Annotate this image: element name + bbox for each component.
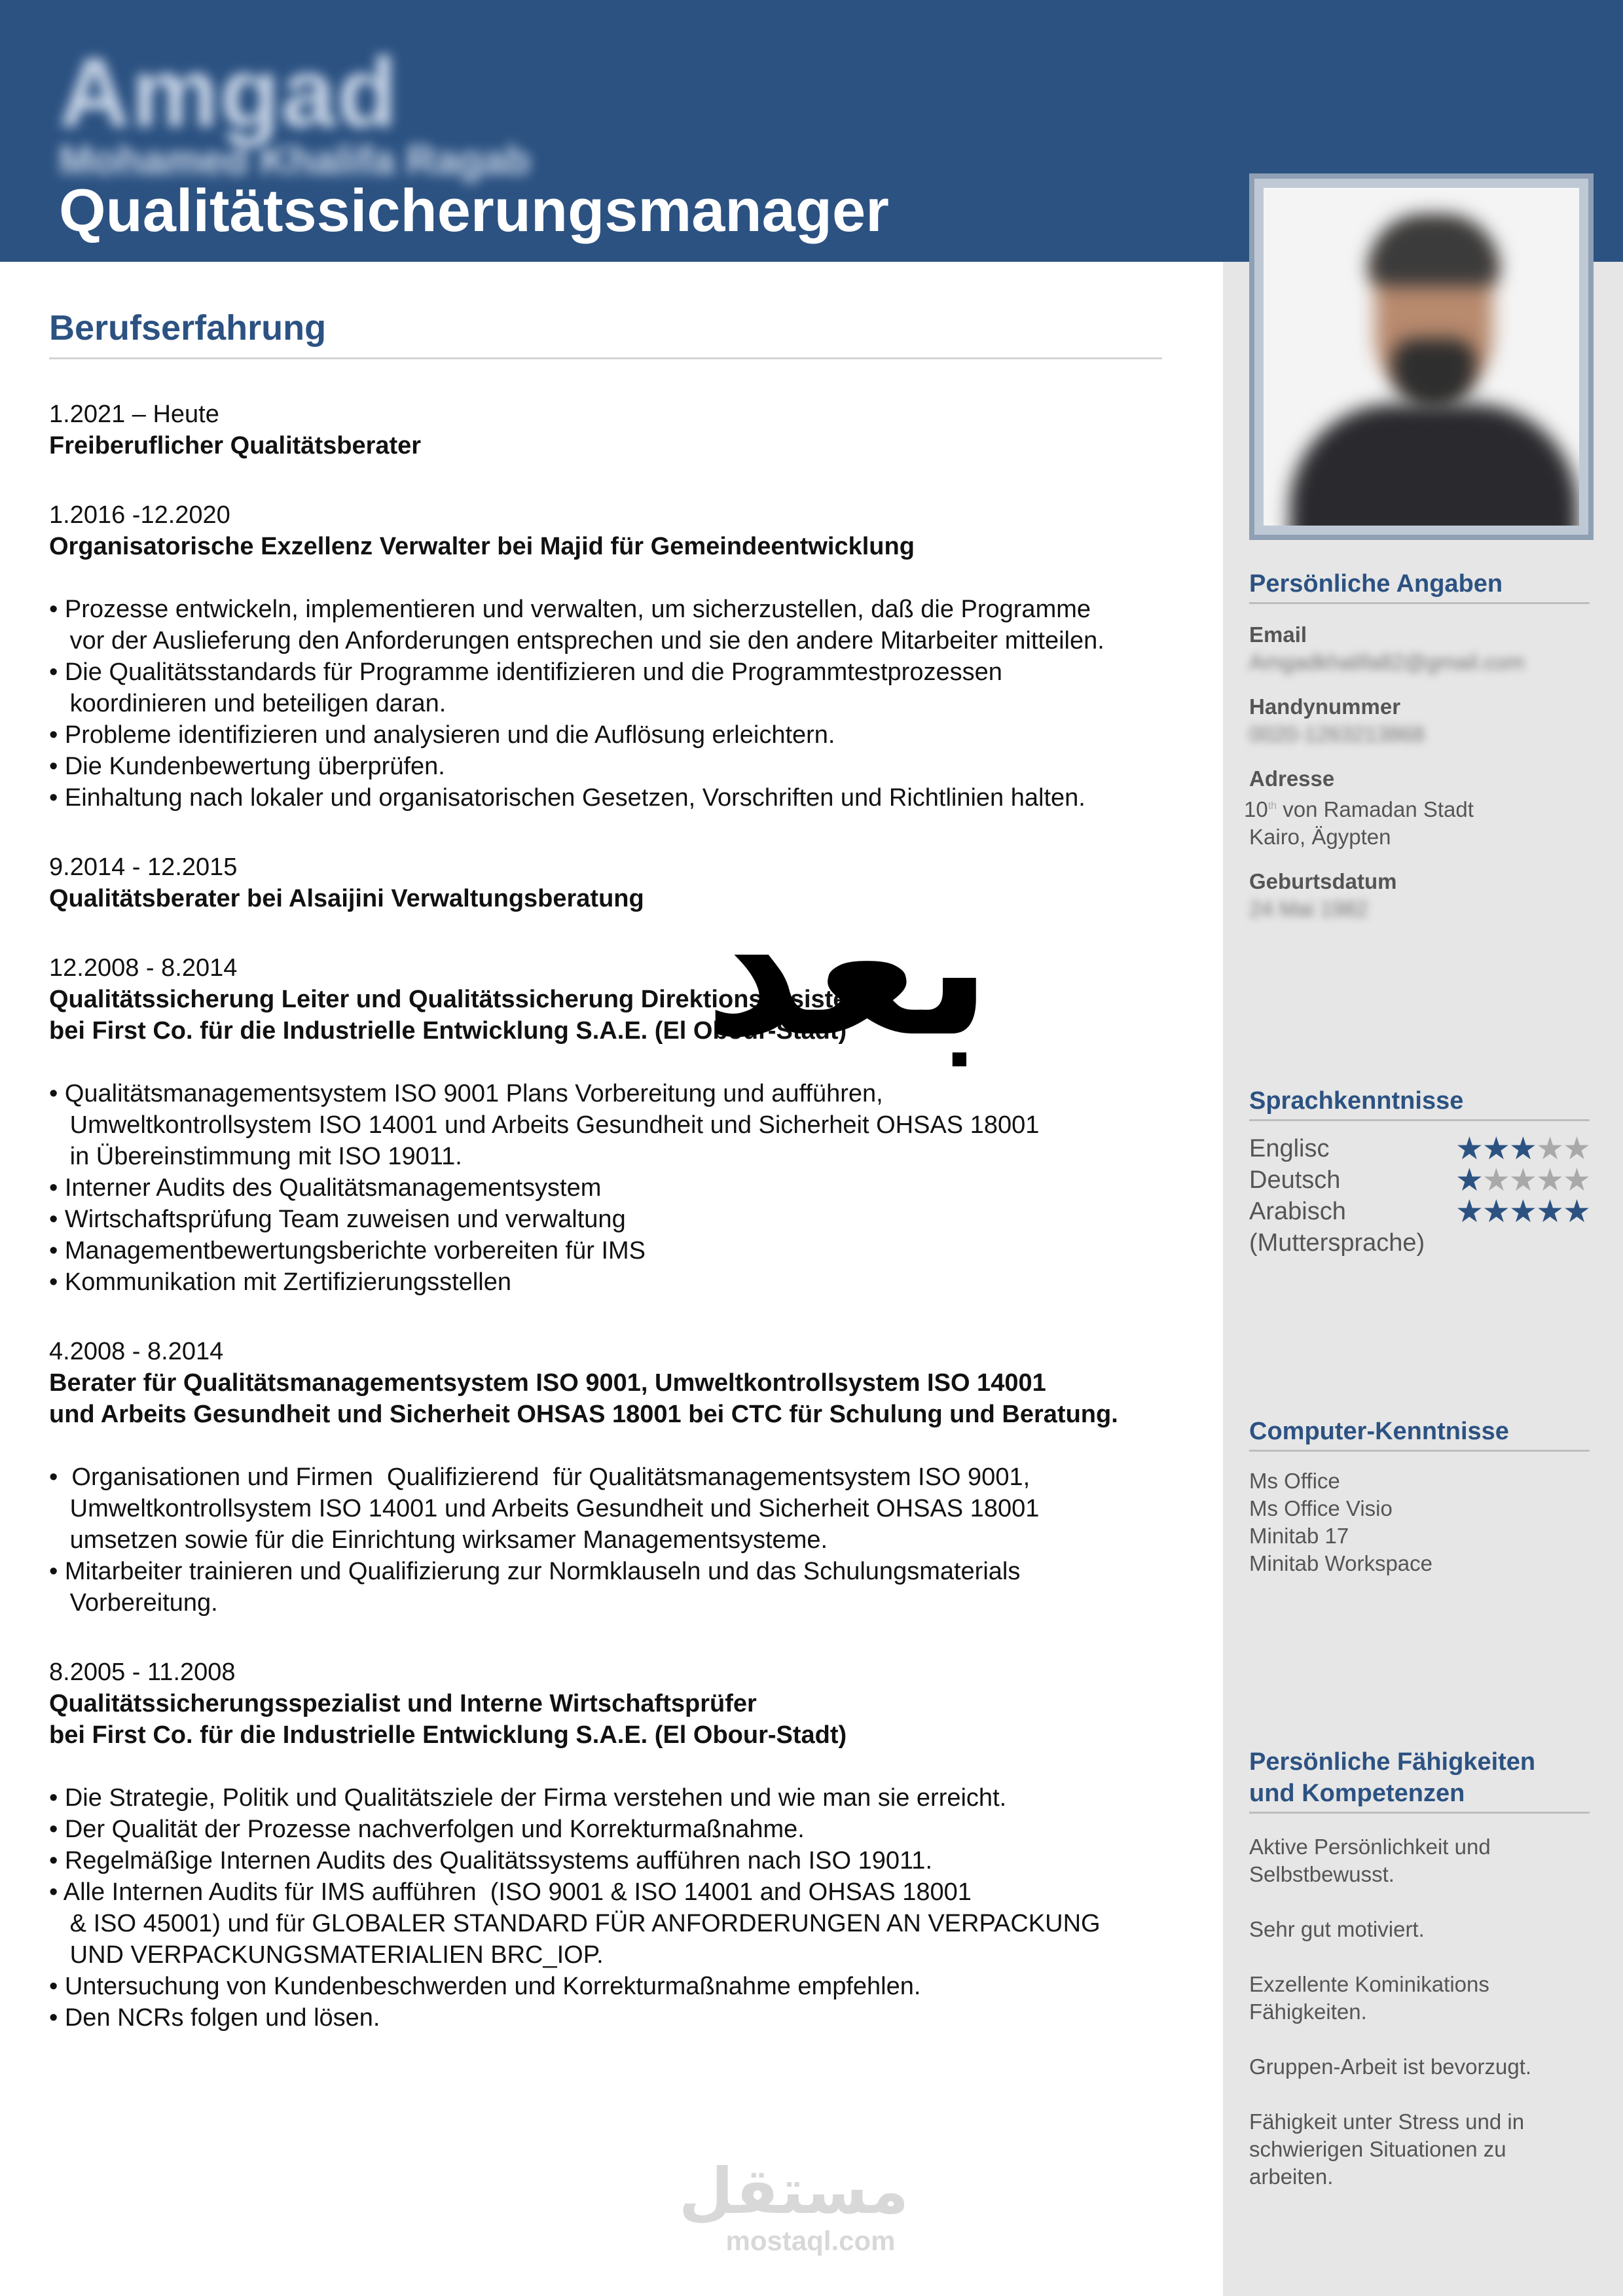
job-date: 8.2005 - 11.2008 xyxy=(49,1659,236,1686)
experience-section xyxy=(49,308,1188,2034)
mother-tongue-note: (Muttersprache) xyxy=(1249,1229,1425,1257)
computer-skill-item: Minitab Workspace xyxy=(1249,1551,1433,1575)
job-list xyxy=(49,399,1188,2034)
job-bullets: • Die Strategie, Politik und Qualitätsziele der Firma verstehen und wie man sie erreicht. • Der Qualität der Prozesse nachverfolgen und Korrekturmaßnahme. • Regelmäßige Internen Audits des Qualitätssystems aufführen nach ISO 19011. • Alle Internen Audits für IMS aufführen (ISO 9001 & ISO 14001 and OHSAS 18001 & ISO 45001) und für GLOBALER STANDARD FÜR ANFORDERUNGEN AN VERPACKUNG UND VERPACKUNGSMATERIALIEN BRC_IOP. • Untersuchung von Kundenbeschwerden und Korrekturmaßnahme empfehlen. • Den NCRs folgen und lösen. xyxy=(49,1784,1101,2032)
personal-skill-list xyxy=(1249,1833,1590,2191)
address-sup: th xyxy=(1267,800,1277,812)
email-label: Email xyxy=(1249,622,1307,647)
section-divider xyxy=(1249,1812,1590,1814)
star-empty-icon: ★ xyxy=(1562,1130,1590,1167)
star-filled-icon: ★ xyxy=(1455,1162,1482,1198)
job-title-text: Freiberuflicher Qualitätsberater xyxy=(49,432,422,459)
section-divider xyxy=(49,357,1162,359)
job-entry xyxy=(49,399,1188,461)
watermark-latin: mostaql.com xyxy=(725,2225,896,2256)
language-note xyxy=(1249,1227,1590,1259)
language-item xyxy=(1249,1193,1590,1230)
watermark xyxy=(678,2155,909,2257)
section-divider xyxy=(1249,1450,1590,1452)
section-title-experience: Berufserfahrung xyxy=(49,308,327,348)
job-date: 12.2008 - 8.2014 xyxy=(49,954,238,982)
job-title: Qualitätssicherungsmanager xyxy=(59,177,889,244)
language-name: Englisc xyxy=(1249,1135,1330,1162)
star-empty-icon: ★ xyxy=(1482,1162,1509,1198)
job-entry xyxy=(49,1336,1188,1619)
email-value: Amgadkhalifa82@gmail.com xyxy=(1249,650,1525,674)
star-filled-icon: ★ xyxy=(1482,1193,1509,1230)
computer-skill-item: Ms Office xyxy=(1249,1469,1340,1493)
birthdate-value: 24 Mai 1982 xyxy=(1249,897,1368,921)
candidate-first-name: Amgad xyxy=(59,37,399,147)
language-item xyxy=(1249,1130,1590,1167)
computer-skill-item: Ms Office Visio xyxy=(1249,1496,1393,1520)
job-entry xyxy=(49,852,1188,914)
job-entry xyxy=(49,499,1188,814)
section-title-languages: Sprachkenntnisse xyxy=(1249,1087,1464,1115)
languages-section xyxy=(1249,1085,1590,1259)
phone-label: Handynummer xyxy=(1249,694,1401,719)
job-title-text: Qualitätssicherung Leiter und Qualitätssicherung Direktionsassistent bei First Co. für die Industrielle Entwicklung S.A.E. (El Obour-Stadt) xyxy=(49,986,871,1045)
computer-skills-section xyxy=(1249,1416,1590,1577)
birthdate-label: Geburtsdatum xyxy=(1249,869,1397,893)
star-filled-icon: ★ xyxy=(1455,1130,1482,1167)
address-line-1 xyxy=(1244,793,1590,823)
personal-skill-item: Aktive Persönlichkeit und Selbstbewusst. xyxy=(1249,1835,1491,1886)
job-date: 4.2008 - 8.2014 xyxy=(49,1338,224,1365)
photo-blurred-portrait xyxy=(1264,188,1579,526)
personal-skill-item: Fähigkeit unter Stress und in schwierigen Situationen zu arbeiten. xyxy=(1249,2109,1525,2189)
star-empty-icon: ★ xyxy=(1535,1130,1563,1167)
job-entry xyxy=(49,1657,1188,2034)
profile-photo xyxy=(1249,173,1594,540)
star-filled-icon: ★ xyxy=(1482,1130,1509,1167)
address-number: 10 xyxy=(1244,797,1268,821)
address-label: Adresse xyxy=(1249,766,1335,791)
job-title-text: Berater für Qualitätsmanagementsystem ISO 9001, Umweltkontrollsystem ISO 14001 und Arbeits Gesundheit und Sicherheit OHSAS 18001 bei CTC für Schulung und Beratung. xyxy=(49,1369,1118,1428)
job-bullets: • Organisationen und Firmen Qualifizierend für Qualitätsmanagementsystem ISO 9001, Umweltkontrollsystem ISO 14001 und Arbeits Gesundheit und Sicherheit OHSAS 18001 umsetzen sowie für die Einrichtung wirksamer Managementsysteme. • Mitarbeiter trainieren und Qualifizierung zur Normklauseln und das Schulungsmaterials Vorbereitung. xyxy=(49,1463,1040,1617)
photo-shape-hair xyxy=(1368,214,1499,286)
star-filled-icon: ★ xyxy=(1455,1193,1482,1230)
language-list xyxy=(1249,1130,1590,1230)
arabic-overlay-text: بعد xyxy=(704,858,993,1079)
star-empty-icon: ★ xyxy=(1535,1162,1563,1198)
computer-skill-item: Minitab 17 xyxy=(1249,1524,1349,1548)
language-rating xyxy=(1455,1130,1590,1167)
star-filled-icon: ★ xyxy=(1562,1193,1590,1230)
personal-skill-item: Exzellente Kominikations Fähigkeiten. xyxy=(1249,1972,1489,2024)
personal-info-section xyxy=(1244,568,1590,923)
language-item xyxy=(1249,1164,1590,1196)
phone-value: 0020-1263213868 xyxy=(1249,722,1425,746)
address-street: von Ramadan Stadt xyxy=(1277,797,1474,821)
job-date: 9.2014 - 12.2015 xyxy=(49,853,238,881)
job-bullets: • Qualitätsmanagementsystem ISO 9001 Plans Vorbereitung und aufführen, Umweltkontrollsystem ISO 14001 und Arbeits Gesundheit und Sicherheit OHSAS 18001 in Übereinstimmung mit ISO 19011. • Interner Audits des Qualitätsmanagementsystem • Wirtschaftsprüfung Team zuweisen und verwaltung • Managementbewertungsberichte vorbereiten für IMS • Kommunikation mit Zertifizierungsstellen xyxy=(49,1080,1040,1296)
language-name: Deutsch xyxy=(1249,1166,1341,1194)
photo-shape-body xyxy=(1290,404,1578,526)
job-title-text: Organisatorische Exzellenz Verwalter bei Majid für Gemeindeentwicklung xyxy=(49,533,915,560)
watermark-arabic: مستقل xyxy=(678,2155,909,2228)
job-entry xyxy=(49,952,1188,1298)
job-title-text: Qualitätsberater bei Alsaijini Verwaltungsberatung xyxy=(49,885,644,912)
computer-skill-list xyxy=(1249,1467,1590,1577)
personal-skills-section xyxy=(1249,1746,1590,2218)
star-empty-icon: ★ xyxy=(1508,1162,1536,1198)
star-empty-icon: ★ xyxy=(1562,1162,1590,1198)
job-date: 1.2016 -12.2020 xyxy=(49,501,230,529)
candidate-full-name: Mohamed Khalifa Ragab xyxy=(59,138,530,183)
job-bullets: • Prozesse entwickeln, implementieren und verwalten, um sicherzustellen, daß die Programme vor der Auslieferung den Anforderungen entsprechen und sie den andere Mitarbeiter mitteilen. • Die Qualitätsstandards für Programme identifizieren und die Programmtestprozessen koordinieren und beteiligen daran. • Probleme identifizieren und analysieren und die Auflösung erleichtern. • Die Kundenbewertung überprüfen. • Einhaltung nach lokaler und organisatorischen Gesetzen, Vorschriften und Richtlinien halten. xyxy=(49,596,1104,812)
star-filled-icon: ★ xyxy=(1508,1130,1536,1167)
section-title-computer: Computer-Kenntnisse xyxy=(1249,1418,1509,1445)
language-rating xyxy=(1455,1164,1590,1196)
address-line-2: Kairo, Ägypten xyxy=(1249,825,1391,849)
job-title-text: Qualitätssicherungsspezialist und Interne Wirtschaftsprüfer bei First Co. für die Industrielle Entwicklung S.A.E. (El Obour-Stadt) xyxy=(49,1690,847,1749)
personal-skill-item: Sehr gut motiviert. xyxy=(1249,1917,1425,1941)
job-date: 1.2021 – Heute xyxy=(49,401,219,428)
section-divider xyxy=(1249,602,1590,604)
personal-skill-item: Gruppen-Arbeit ist bevorzugt. xyxy=(1249,2054,1532,2079)
section-title-skills: Persönliche Fähigkeiten und Kompetenzen xyxy=(1249,1748,1536,1807)
section-title-personal: Persönliche Angaben xyxy=(1249,570,1503,598)
photo-shape-beard xyxy=(1391,338,1476,410)
language-rating xyxy=(1455,1193,1590,1230)
star-filled-icon: ★ xyxy=(1508,1193,1536,1230)
star-filled-icon: ★ xyxy=(1535,1193,1563,1230)
section-divider xyxy=(1249,1119,1590,1121)
language-name: Arabisch xyxy=(1249,1198,1346,1225)
